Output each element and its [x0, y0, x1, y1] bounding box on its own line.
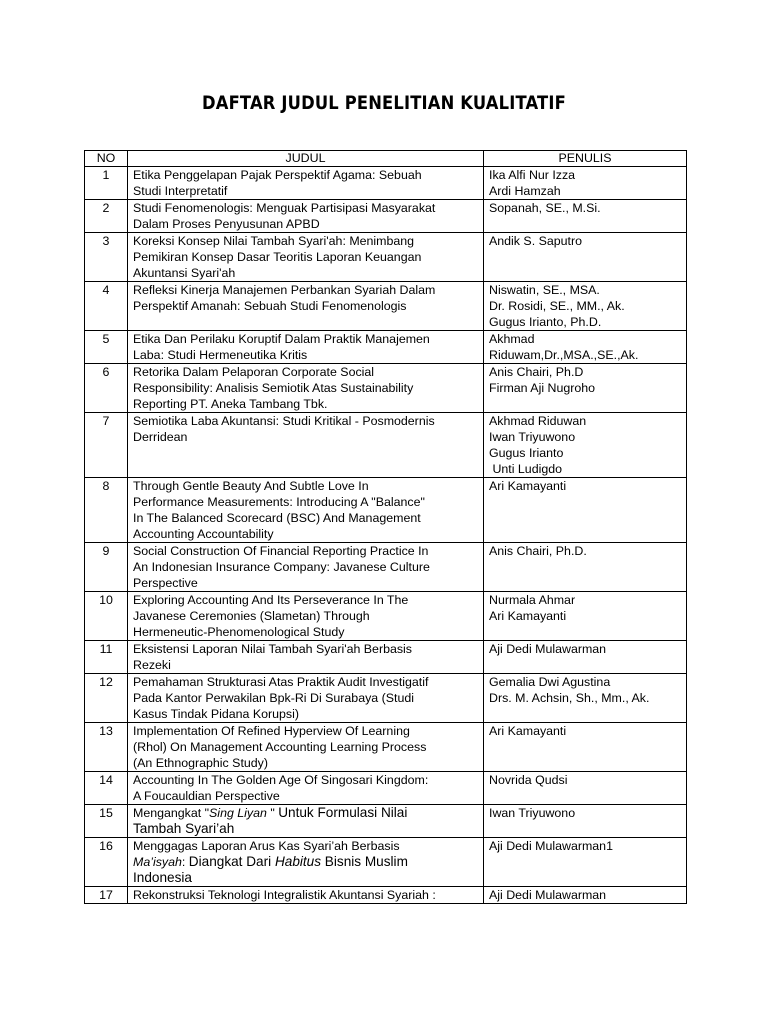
judul-line: Pemahaman Strukturasi Atas Praktik Audit Investigatif — [133, 675, 429, 689]
judul-italic-text: Habitus — [274, 854, 322, 869]
row-judul — [128, 723, 484, 772]
penulis-line: Anis Chairi, Ph.D — [489, 365, 584, 379]
judul-line: Rekonstruksi Teknologi Integralistik Akuntansi Syariah : — [133, 888, 436, 902]
judul-line: Responsibility: Analisis Semiotik Atas Sustainability — [133, 381, 414, 395]
row-number: 16 — [85, 838, 128, 887]
row-judul — [128, 200, 484, 233]
judul-line: Social Construction Of Financial Reporting Practice In — [133, 544, 429, 558]
row-judul — [128, 592, 484, 641]
row-number: 7 — [85, 413, 128, 478]
table-row — [85, 282, 687, 331]
row-penulis — [484, 543, 687, 592]
judul-line: Etika Dan Perilaku Koruptif Dalam Praktik Manajemen — [133, 332, 430, 346]
penulis-line: Iwan Triyuwono — [489, 806, 576, 820]
row-number: 1 — [85, 167, 128, 200]
row-judul — [128, 887, 484, 904]
judul-line: An Indonesian Insurance Company: Javanese Culture — [133, 560, 430, 574]
penulis-line: Novrida Qudsi — [489, 773, 568, 787]
header-judul: JUDUL — [128, 151, 484, 167]
judul-line: In The Balanced Scorecard (BSC) And Management — [133, 511, 421, 525]
research-title-table — [84, 150, 687, 904]
judul-line: Indonesia — [133, 870, 192, 885]
table-row — [85, 772, 687, 805]
judul-line: Eksistensi Laporan Nilai Tambah Syari'ah Berbasis — [133, 642, 412, 656]
penulis-line: Aji Dedi Mulawarman1 — [489, 839, 613, 853]
row-number: 10 — [85, 592, 128, 641]
row-penulis — [484, 331, 687, 364]
row-number: 13 — [85, 723, 128, 772]
penulis-line: Niswatin, SE., MSA. — [489, 283, 600, 297]
table-row — [85, 674, 687, 723]
judul-text: Untuk Formulasi Nilai — [278, 805, 408, 820]
judul-line: Menggagas Laporan Arus Kas Syari’ah Berbasis — [133, 839, 400, 853]
row-penulis — [484, 282, 687, 331]
row-penulis — [484, 200, 687, 233]
row-penulis — [484, 723, 687, 772]
judul-text: Mengangkat " — [133, 806, 210, 820]
row-penulis — [484, 364, 687, 413]
penulis-line: Firman Aji Nugroho — [489, 381, 596, 395]
penulis-line: Iwan Triyuwono — [489, 430, 576, 444]
judul-line — [133, 805, 478, 821]
judul-text: : — [181, 855, 189, 869]
row-number: 9 — [85, 543, 128, 592]
penulis-line: Gemalia Dwi Agustina — [489, 675, 611, 689]
row-number: 11 — [85, 641, 128, 674]
row-judul — [128, 543, 484, 592]
table-row — [85, 838, 687, 887]
row-number: 8 — [85, 478, 128, 543]
judul-line: Implementation Of Refined Hyperview Of Learning — [133, 724, 410, 738]
judul-line: Laba: Studi Hermeneutika Kritis — [133, 348, 308, 362]
page-title: DAFTAR JUDUL PENELITIAN KUALITATIF — [202, 92, 566, 114]
judul-line: Derridean — [133, 430, 188, 444]
penulis-line: Akhmad — [489, 332, 535, 346]
row-judul — [128, 838, 484, 887]
judul-line: Studi Fenomenologis: Menguak Partisipasi Masyarakat — [133, 201, 436, 215]
row-number: 4 — [85, 282, 128, 331]
penulis-line: Akhmad Riduwan — [489, 414, 587, 428]
judul-text: Diangkat Dari — [188, 854, 275, 869]
penulis-line: Nurmala Ahmar — [489, 593, 576, 607]
judul-line: Refleksi Kinerja Manajemen Perbankan Syariah Dalam — [133, 283, 436, 297]
penulis-line: Ika Alfi Nur Izza — [489, 168, 576, 182]
table-row — [85, 805, 687, 838]
row-judul — [128, 805, 484, 838]
judul-italic-text: Ma’isyah — [133, 855, 182, 869]
row-penulis — [484, 592, 687, 641]
row-number: 12 — [85, 674, 128, 723]
judul-line: Hermeneutic-Phenomenological Study — [133, 625, 345, 639]
table-row — [85, 413, 687, 478]
table-row — [85, 543, 687, 592]
judul-line: Perspektif Amanah: Sebuah Studi Fenomenologis — [133, 299, 407, 313]
row-penulis — [484, 772, 687, 805]
table-row — [85, 478, 687, 543]
judul-line: (An Ethnographic Study) — [133, 756, 268, 770]
judul-line: Dalam Proses Penyusunan APBD — [133, 217, 320, 231]
judul-line: Accounting Accountability — [133, 527, 274, 541]
judul-line: Tambah Syari’ah — [133, 821, 235, 836]
penulis-line: Andik S. Saputro — [489, 234, 582, 248]
header-penulis: PENULIS — [484, 151, 687, 167]
judul-line: Through Gentle Beauty And Subtle Love In — [133, 479, 369, 493]
row-number: 2 — [85, 200, 128, 233]
penulis-line: Sopanah, SE., M.Si. — [489, 201, 601, 215]
penulis-line: Dr. Rosidi, SE., MM., Ak. — [489, 299, 625, 313]
judul-line — [133, 854, 478, 870]
row-judul — [128, 478, 484, 543]
row-number: 14 — [85, 772, 128, 805]
judul-line: Semiotika Laba Akuntansi: Studi Kritikal - Posmodernis — [133, 414, 435, 428]
judul-line: Kasus Tindak Pidana Korupsi) — [133, 707, 299, 721]
table-row — [85, 641, 687, 674]
table-row — [85, 364, 687, 413]
row-penulis — [484, 233, 687, 282]
judul-line: Akuntansi Syari'ah — [133, 266, 236, 280]
header-no: NO — [85, 151, 128, 167]
row-penulis — [484, 805, 687, 838]
row-penulis — [484, 167, 687, 200]
row-number: 5 — [85, 331, 128, 364]
penulis-line: Aji Dedi Mulawarman — [489, 642, 607, 656]
row-judul — [128, 364, 484, 413]
judul-line: (Rhol) On Management Accounting Learning Process — [133, 740, 427, 754]
row-judul — [128, 772, 484, 805]
table-row — [85, 200, 687, 233]
judul-text: " — [266, 806, 279, 820]
judul-line: Exploring Accounting And Its Perseverance In The — [133, 593, 409, 607]
table-row — [85, 233, 687, 282]
penulis-line: Drs. M. Achsin, Sh., Mm., Ak. — [489, 691, 650, 705]
judul-line: Javanese Ceremonies (Slametan) Through — [133, 609, 370, 623]
penulis-line: Unti Ludigdo — [489, 462, 563, 476]
penulis-line: Gugus Irianto — [489, 446, 564, 460]
judul-line: Accounting In The Golden Age Of Singosari Kingdom: — [133, 773, 429, 787]
judul-line: Koreksi Konsep Nilai Tambah Syari'ah: Menimbang — [133, 234, 415, 248]
judul-line: Performance Measurements: Introducing A "Balance" — [133, 495, 425, 509]
row-number: 3 — [85, 233, 128, 282]
row-judul — [128, 233, 484, 282]
judul-line: Rezeki — [133, 658, 171, 672]
judul-line: A Foucauldian Perspective — [133, 789, 280, 803]
table-header-row — [85, 151, 687, 167]
judul-line: Retorika Dalam Pelaporan Corporate Social — [133, 365, 375, 379]
row-number: 6 — [85, 364, 128, 413]
penulis-line: Riduwam,Dr.,MSA.,SE.,Ak. — [489, 348, 639, 362]
row-penulis — [484, 641, 687, 674]
table-row — [85, 331, 687, 364]
row-penulis — [484, 838, 687, 887]
row-judul — [128, 167, 484, 200]
penulis-line: Ari Kamayanti — [489, 609, 567, 623]
table-row — [85, 167, 687, 200]
judul-text: Bisnis Muslim — [321, 854, 408, 869]
judul-line: Studi Interpretatif — [133, 184, 228, 198]
table-row — [85, 887, 687, 904]
row-penulis — [484, 478, 687, 543]
judul-line: Pemikiran Konsep Dasar Teoritis Laporan Keuangan — [133, 250, 422, 264]
table-row — [85, 592, 687, 641]
penulis-line: Ardi Hamzah — [489, 184, 561, 198]
row-number: 17 — [85, 887, 128, 904]
row-judul — [128, 641, 484, 674]
row-judul — [128, 331, 484, 364]
penulis-line: Anis Chairi, Ph.D. — [489, 544, 587, 558]
row-judul — [128, 674, 484, 723]
judul-italic-text: Sing Liyan — [209, 806, 267, 820]
penulis-line: Gugus Irianto, Ph.D. — [489, 315, 602, 329]
row-penulis — [484, 413, 687, 478]
judul-line: Pada Kantor Perwakilan Bpk-Ri Di Surabaya (Studi — [133, 691, 414, 705]
row-penulis — [484, 887, 687, 904]
penulis-line: Ari Kamayanti — [489, 724, 567, 738]
row-judul — [128, 282, 484, 331]
row-judul — [128, 413, 484, 478]
penulis-line: Aji Dedi Mulawarman — [489, 888, 607, 902]
table-row — [85, 723, 687, 772]
row-penulis — [484, 674, 687, 723]
judul-line: Etika Penggelapan Pajak Perspektif Agama: Sebuah — [133, 168, 422, 182]
judul-line: Perspective — [133, 576, 198, 590]
row-number: 15 — [85, 805, 128, 838]
judul-line: Reporting PT. Aneka Tambang Tbk. — [133, 397, 328, 411]
penulis-line: Ari Kamayanti — [489, 479, 567, 493]
